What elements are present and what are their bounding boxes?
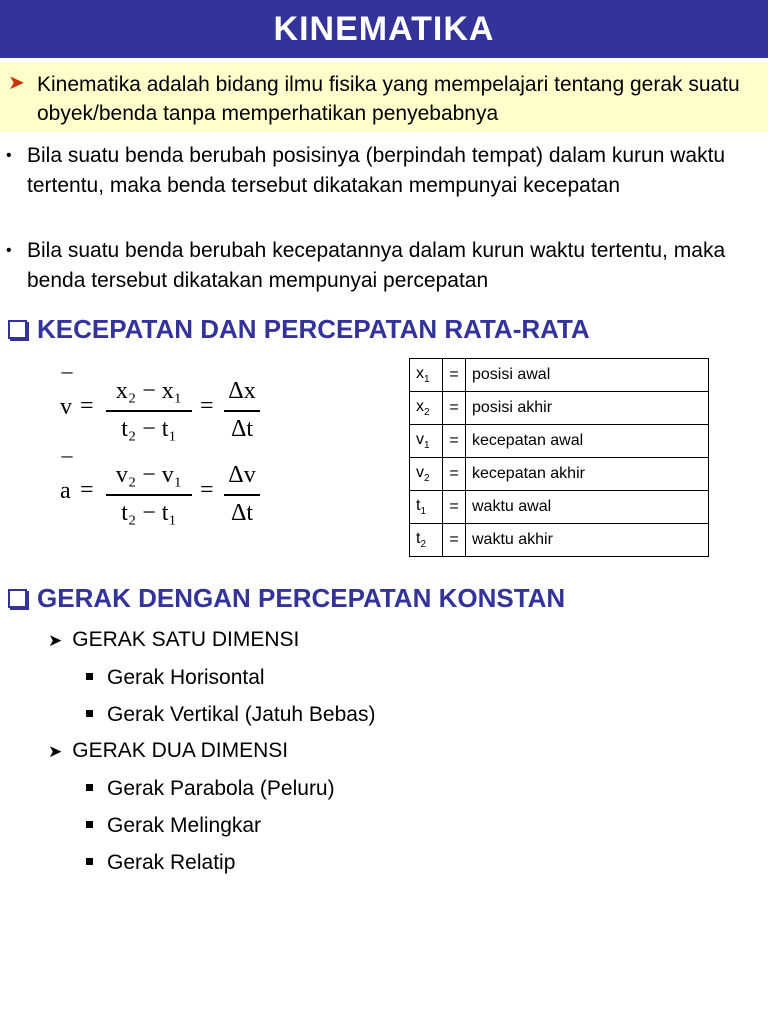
table-cell-equals: = — [443, 425, 466, 458]
overbar-icon: – — [61, 358, 73, 383]
denominator: Δt — [230, 416, 254, 442]
numerator: Δv — [228, 462, 256, 488]
section-heading-text: GERAK DENGAN PERCEPATAN KONSTAN — [37, 583, 566, 613]
list-item — [86, 814, 261, 838]
table-cell-equals: = — [443, 491, 466, 524]
table-cell-symbol: $t_2$ — [410, 524, 443, 557]
list-item — [86, 851, 235, 875]
table-cell-equals: = — [443, 524, 466, 557]
denominator: t₂ − t₁ — [121, 416, 177, 442]
table-row — [410, 524, 709, 557]
square-bullet-icon — [86, 710, 93, 717]
section-heading-kecepatan — [8, 314, 590, 345]
list-item — [86, 703, 375, 727]
denominator: Δt — [230, 500, 254, 526]
square-bullet-icon — [86, 784, 93, 791]
list-item-label: Gerak Relatip — [107, 851, 236, 874]
section-heading-text: KECEPATAN DAN PERCEPATAN RATA-RATA — [37, 314, 590, 344]
table-row — [410, 392, 709, 425]
table-cell-description: kecepatan awal — [466, 425, 709, 458]
denominator: t₂ − t₁ — [121, 500, 177, 526]
list-item — [86, 777, 335, 801]
table-cell-description: kecepatan akhir — [466, 458, 709, 491]
formula-lhs: a — [60, 478, 71, 504]
variable-table — [409, 358, 709, 557]
fraction-line — [224, 410, 260, 412]
formula-acceleration — [60, 442, 280, 536]
table-cell-description: waktu akhir — [466, 524, 709, 557]
outline-label: GERAK SATU DIMENSI — [72, 628, 300, 651]
bullet-dot-icon: • — [6, 147, 12, 164]
list-item-label: Gerak Vertikal (Jatuh Bebas) — [107, 703, 376, 726]
intro-box — [0, 62, 768, 132]
table-cell-equals: = — [443, 359, 466, 392]
fraction-line — [106, 410, 192, 412]
table-cell-symbol: $v_2$ — [410, 458, 443, 491]
overbar-icon: – — [61, 442, 73, 467]
outline-item-satu-dimensi — [48, 628, 299, 652]
title-bar — [0, 0, 768, 58]
table-cell-symbol: $t_1$ — [410, 491, 443, 524]
bullet-text: Bila suatu benda berubah kecepatannya dalam kurun waktu tertentu, maka benda tersebut dikatakan mempunyai percepatan — [27, 239, 726, 292]
list-item — [86, 666, 265, 690]
arrow-bullet-icon: ➤ — [8, 72, 25, 94]
table-cell-description: posisi akhir — [466, 392, 709, 425]
table-cell-symbol: $x_1$ — [410, 359, 443, 392]
table-cell-description: waktu awal — [466, 491, 709, 524]
equals-sign: = — [200, 393, 214, 419]
square-bullet-icon — [86, 821, 93, 828]
table-row — [410, 458, 709, 491]
checkbox-bullet-icon — [8, 589, 27, 608]
equals-sign: = — [80, 393, 94, 419]
square-bullet-icon — [86, 858, 93, 865]
table-row — [410, 425, 709, 458]
numerator: x₂ − x₁ — [115, 378, 183, 404]
section-heading-gerak — [8, 583, 565, 614]
equals-sign: = — [200, 477, 214, 503]
fraction-line — [106, 494, 192, 496]
table-row — [410, 359, 709, 392]
page-title: KINEMATIKA — [273, 10, 495, 48]
intro-text: Kinematika adalah bidang ilmu fisika yang mempelajari tentang gerak suatu obyek/benda tanpa memperhatikan penyebabnya — [37, 73, 740, 125]
arrow-bullet-icon: ➤ — [48, 631, 63, 650]
bullet-text: Bila suatu benda berubah posisinya (berpindah tempat) dalam kurun waktu tertentu, maka benda tersebut dikatakan mempunyai kecepatan — [27, 144, 726, 197]
table-cell-symbol: $x_2$ — [410, 392, 443, 425]
outline-item-dua-dimensi — [48, 739, 288, 763]
table-cell-equals: = — [443, 392, 466, 425]
list-item-label: Gerak Melingkar — [107, 814, 262, 837]
table-cell-symbol: $v_1$ — [410, 425, 443, 458]
arrow-bullet-icon: ➤ — [48, 742, 63, 761]
formula-lhs: v — [60, 394, 72, 420]
fraction-line — [224, 494, 260, 496]
table-row — [410, 491, 709, 524]
square-bullet-icon — [86, 673, 93, 680]
numerator: Δx — [228, 378, 256, 404]
list-item-label: Gerak Horisontal — [107, 666, 265, 689]
table-cell-description: posisi awal — [466, 359, 709, 392]
checkbox-bullet-icon — [8, 320, 27, 339]
table-cell-equals: = — [443, 458, 466, 491]
equals-sign: = — [80, 477, 94, 503]
bullet-dot-icon: • — [6, 242, 12, 259]
outline-label: GERAK DUA DIMENSI — [72, 739, 289, 762]
list-item-label: Gerak Parabola (Peluru) — [107, 777, 335, 800]
formula-velocity — [60, 358, 280, 452]
numerator: v₂ − v₁ — [115, 462, 183, 488]
